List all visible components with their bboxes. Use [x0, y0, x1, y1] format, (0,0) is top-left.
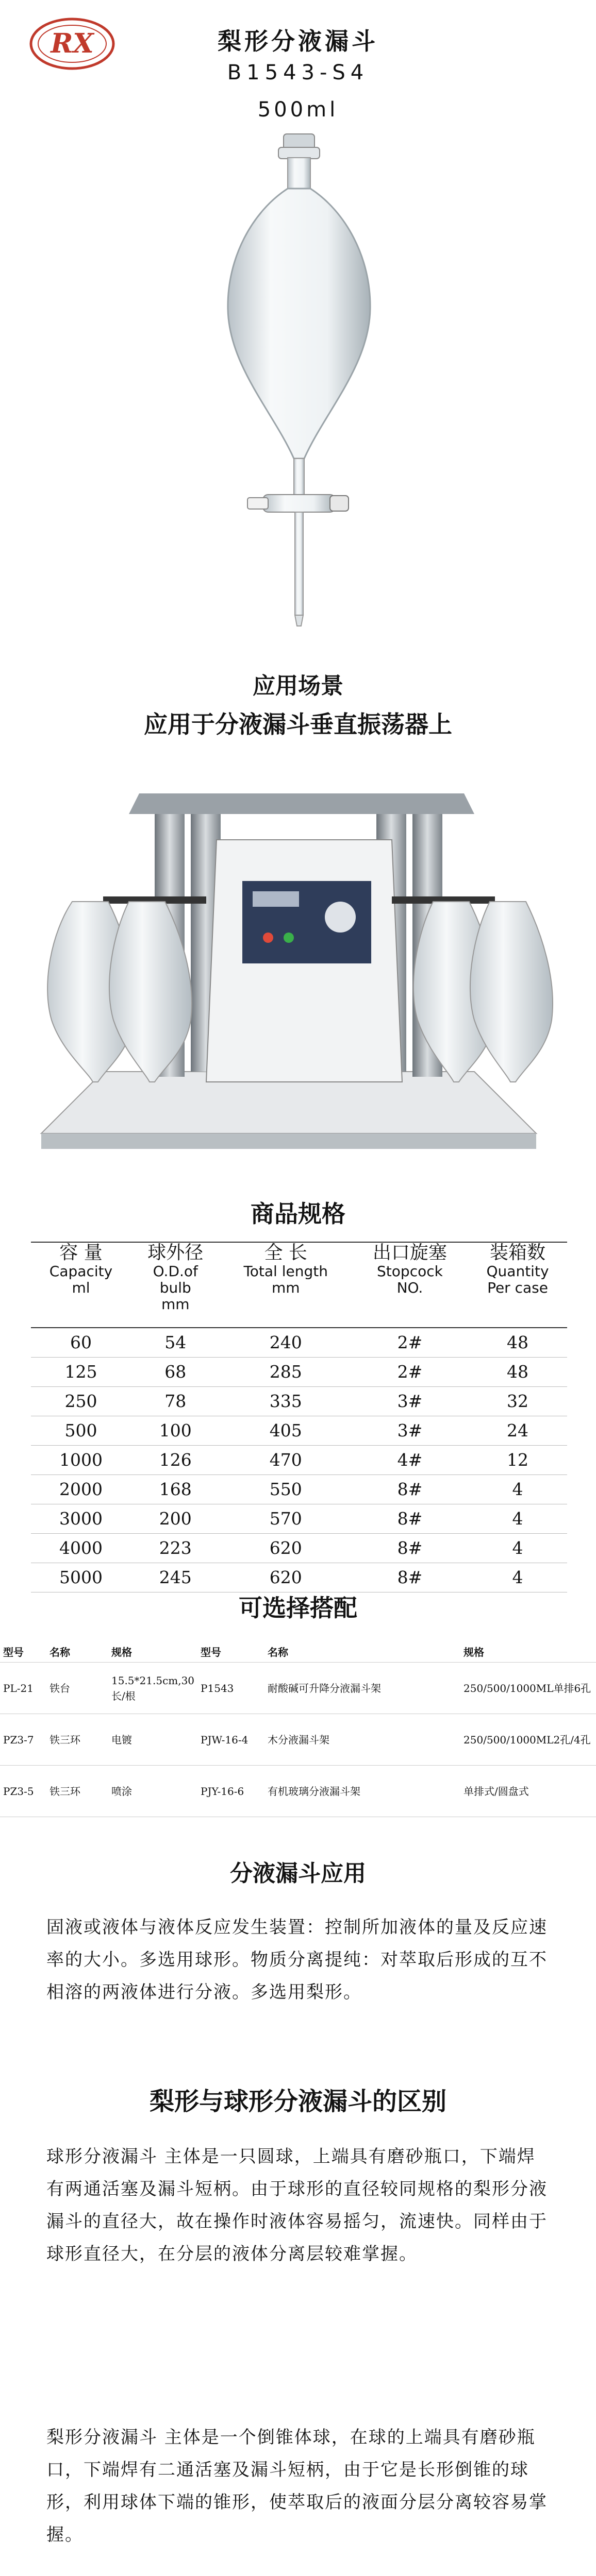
- spec-cell: 4: [468, 1563, 567, 1592]
- product-title: 梨形分液漏斗: [218, 27, 378, 55]
- scene-title: 应用场景: [253, 673, 343, 699]
- spec-cell: 620: [220, 1533, 352, 1563]
- spec-cell: 500: [31, 1416, 131, 1445]
- spec-cell: 126: [131, 1445, 220, 1475]
- difference-title: 梨形与球形分液漏斗的区别: [149, 2087, 446, 2116]
- spec-row: [31, 1416, 567, 1445]
- spec-cell: 48: [468, 1328, 567, 1357]
- spec-header-row: [31, 1242, 567, 1328]
- accessories-title: 可选择搭配: [239, 1594, 357, 1622]
- spec-cell: 78: [131, 1386, 220, 1416]
- accessory-row: [0, 1714, 596, 1766]
- spec-cell: 1000: [31, 1445, 131, 1475]
- acc-header: 规格: [460, 1641, 596, 1663]
- accessory-cell: P1543: [197, 1663, 264, 1714]
- spec-cell: 240: [220, 1328, 352, 1357]
- spec-cell: 570: [220, 1504, 352, 1533]
- spec-cell: 4: [468, 1533, 567, 1563]
- spec-cell: 12: [468, 1445, 567, 1475]
- spec-table: [31, 1242, 567, 1592]
- difference-paragraph-round: 球形分液漏斗 主体是一只圆球，上端具有磨砂瓶口，下端焊有两通活塞及漏斗短柄。由于球形的直径较同规格的梨形分液漏斗的直径大，故在操作时液体容易摇匀，流速快。同样由于球形直径大，在分层的液体分离层较难掌握。: [46, 2146, 548, 2264]
- spec-cell: 8#: [352, 1563, 468, 1592]
- spec-cell: 285: [220, 1357, 352, 1386]
- spec-cell: 335: [220, 1386, 352, 1416]
- spec-cell: 60: [31, 1328, 131, 1357]
- accessories-table: [0, 1641, 596, 1817]
- spec-col-capacity: 容 量 Capacity ml: [49, 1242, 113, 1296]
- difference-paragraph-pear: 梨形分液漏斗 主体是一个倒锥体球，在球的上端具有磨砂瓶口，下端焊有二通活塞及漏斗短柄，由于它是长形倒锥的球形，利用球体下端的锥形，使萃取后的液面分层分离较容易掌握。: [46, 2427, 548, 2545]
- shaker-image: [21, 762, 575, 1164]
- accessory-cell: PJY-16-6: [197, 1766, 264, 1817]
- spec-col-bulb: 球外径 O.D.of bulb mm: [147, 1242, 204, 1313]
- accessory-cell: 电镀: [108, 1714, 197, 1766]
- spec-cell: 8#: [352, 1475, 468, 1504]
- spec-cell: 4000: [31, 1533, 131, 1563]
- spec-cell: 405: [220, 1416, 352, 1445]
- acc-header: 名称: [264, 1641, 460, 1663]
- accessory-cell: 铁三环: [46, 1766, 108, 1817]
- accessory-cell: 铁台: [46, 1663, 108, 1714]
- logo-text: RX: [51, 28, 94, 59]
- spec-cell: 2#: [352, 1357, 468, 1386]
- accessory-cell: PJW-16-4: [197, 1714, 264, 1766]
- spec-cell: 4: [468, 1504, 567, 1533]
- spec-col-length: 全 长 Total length mm: [243, 1242, 328, 1296]
- spec-cell: 4#: [352, 1445, 468, 1475]
- spec-cell: 470: [220, 1445, 352, 1475]
- spec-cell: 8#: [352, 1504, 468, 1533]
- accessory-cell: 铁三环: [46, 1714, 108, 1766]
- spec-row: [31, 1386, 567, 1416]
- spec-cell: 250: [31, 1386, 131, 1416]
- accessory-cell: 250/500/1000ML2孔/4孔: [460, 1714, 596, 1766]
- accessory-cell: PZ3-5: [0, 1766, 46, 1817]
- spec-cell: 3#: [352, 1386, 468, 1416]
- spec-cell: 3#: [352, 1416, 468, 1445]
- accessory-cell: 木分液漏斗架: [264, 1714, 460, 1766]
- application-title: 分液漏斗应用: [230, 1860, 366, 1887]
- accessory-cell: 250/500/1000ML单排6孔: [460, 1663, 596, 1714]
- scene-subtitle: 应用于分液漏斗垂直振荡器上: [144, 710, 452, 738]
- acc-header: 型号: [0, 1641, 46, 1663]
- accessories-header-row: [0, 1641, 596, 1663]
- spec-cell: 8#: [352, 1533, 468, 1563]
- funnel-image: [196, 124, 402, 639]
- spec-cell: 620: [220, 1563, 352, 1592]
- spec-cell: 200: [131, 1504, 220, 1533]
- accessory-cell: 耐酸碱可升降分液漏斗架: [264, 1663, 460, 1714]
- spec-cell: 2#: [352, 1328, 468, 1357]
- accessory-cell: 有机玻璃分液漏斗架: [264, 1766, 460, 1817]
- acc-header: 型号: [197, 1641, 264, 1663]
- accessory-row: [0, 1663, 596, 1714]
- spec-title: 商品规格: [251, 1200, 345, 1228]
- accessory-cell: 单排式/圆盘式: [460, 1766, 596, 1817]
- spec-cell: 245: [131, 1563, 220, 1592]
- product-volume: 500ml: [257, 98, 339, 122]
- spec-cell: 223: [131, 1533, 220, 1563]
- spec-cell: 168: [131, 1475, 220, 1504]
- spec-cell: 54: [131, 1328, 220, 1357]
- spec-cell: 32: [468, 1386, 567, 1416]
- spec-cell: 3000: [31, 1504, 131, 1533]
- accessory-cell: 15.5*21.5cm,30长/根: [108, 1663, 197, 1714]
- spec-col-stopcock: 出口旋塞 Stopcock NO.: [372, 1242, 447, 1296]
- spec-cell: 68: [131, 1357, 220, 1386]
- spec-cell: 24: [468, 1416, 567, 1445]
- product-model: B1543-S4: [227, 61, 369, 84]
- spec-cell: 2000: [31, 1475, 131, 1504]
- spec-row: [31, 1533, 567, 1563]
- spec-row: [31, 1357, 567, 1386]
- accessory-cell: PZ3-7: [0, 1714, 46, 1766]
- spec-row: [31, 1445, 567, 1475]
- acc-header: 名称: [46, 1641, 108, 1663]
- spec-cell: 550: [220, 1475, 352, 1504]
- spec-row: [31, 1328, 567, 1357]
- spec-row: [31, 1504, 567, 1533]
- application-text: 固液或液体与液体反应发生装置：控制所加液体的量及反应速率的大小。多选用球形。物质分离提纯：对萃取后形成的互不相溶的两液体进行分液。多选用梨形。: [46, 1917, 548, 2003]
- accessory-cell: 喷涂: [108, 1766, 197, 1817]
- spec-cell: 125: [31, 1357, 131, 1386]
- spec-cell: 100: [131, 1416, 220, 1445]
- spec-col-quantity: 装箱数 Quantity Per case: [486, 1242, 549, 1296]
- spec-row: [31, 1475, 567, 1504]
- spec-cell: 48: [468, 1357, 567, 1386]
- accessory-cell: PL-21: [0, 1663, 46, 1714]
- accessory-row: [0, 1766, 596, 1817]
- spec-cell: 5000: [31, 1563, 131, 1592]
- acc-header: 规格: [108, 1641, 197, 1663]
- spec-row: [31, 1563, 567, 1592]
- spec-cell: 4: [468, 1475, 567, 1504]
